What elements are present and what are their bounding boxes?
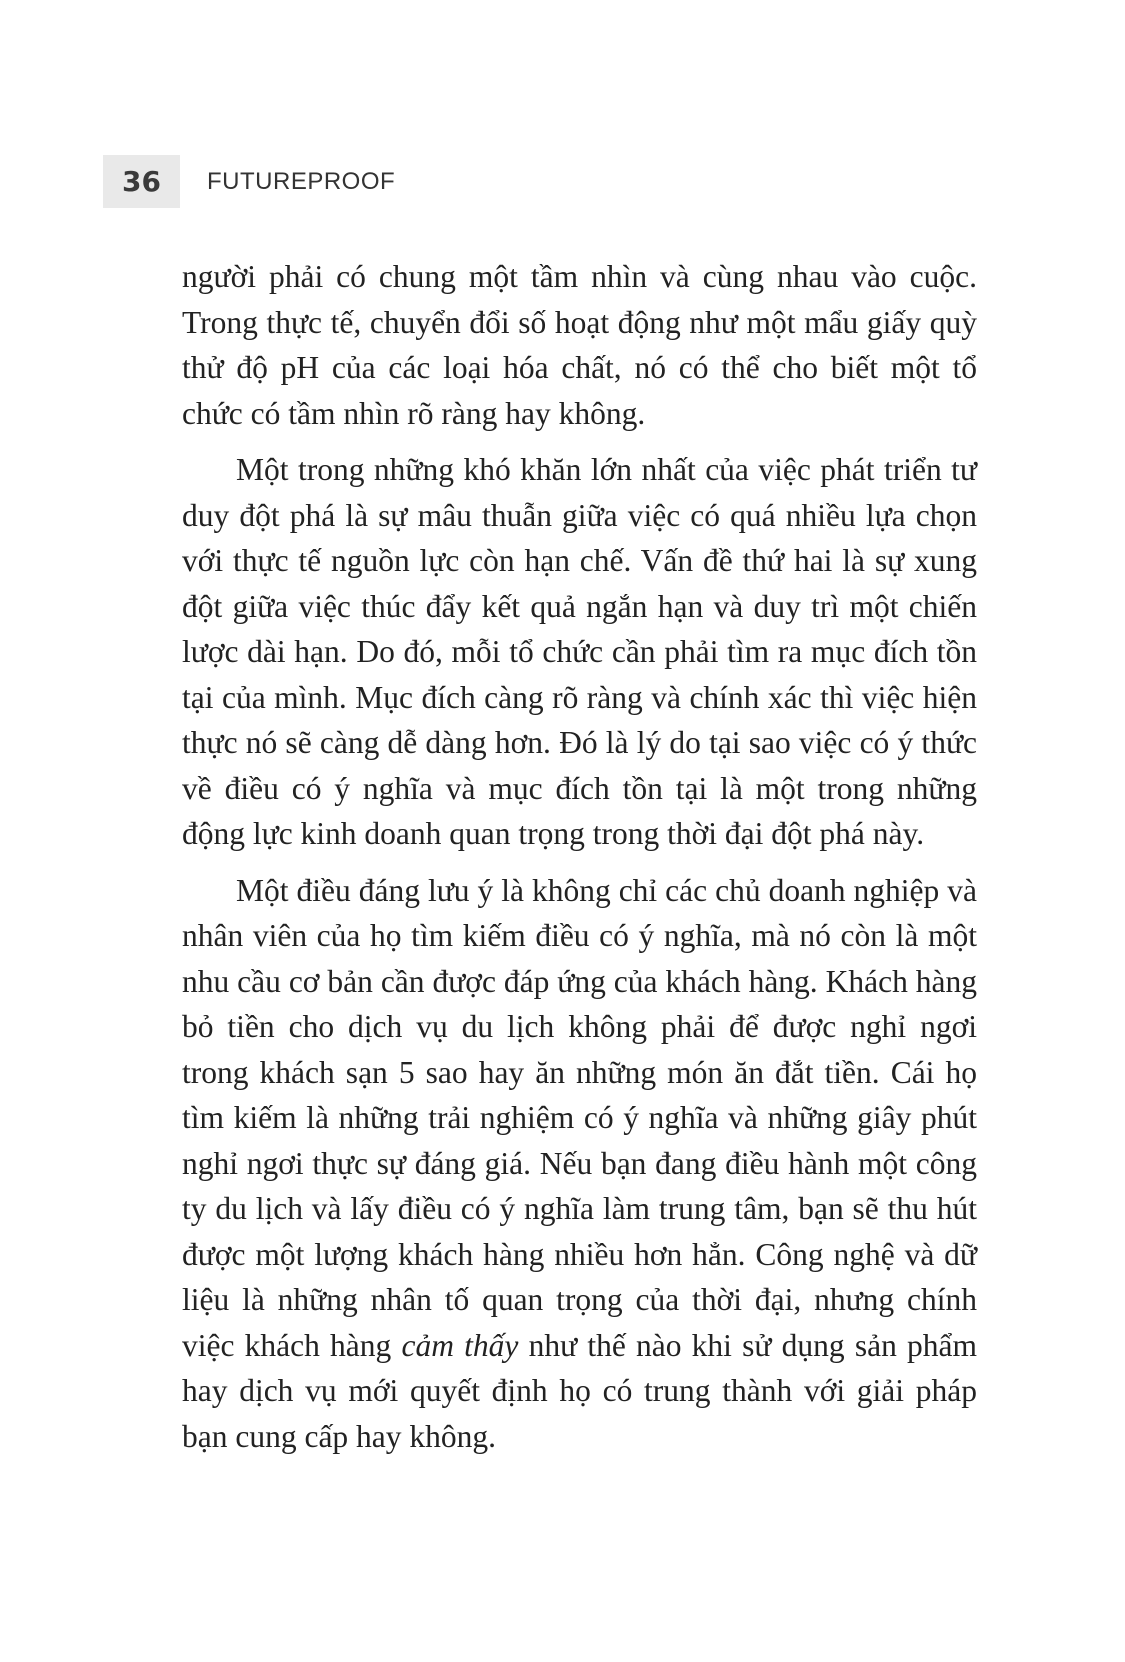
body-text — [182, 254, 977, 1470]
paragraph-1: người phải có chung một tầm nhìn và cùng nhau vào cuộc. Trong thực tế, chuyển đổi số hoạt động như một mẩu giấy quỳ thử độ pH của các loại hóa chất, nó có thể cho biết một tổ chức có tầm nhìn rõ ràng hay không. — [182, 259, 977, 431]
page-number: 36 — [103, 155, 180, 208]
paragraph-2: Một trong những khó khăn lớn nhất của việc phát triển tư duy đột phá là sự mâu thuẫn giữa việc có quá nhiều lựa chọn với thực tế nguồn lực còn hạn chế. Vấn đề thứ hai là sự xung đột giữa việc thúc đẩy kết quả ngắn hạn và duy trì một chiến lược dài hạn. Do đó, mỗi tổ chức cần phải tìm ra mục đích tồn tại của mình. Mục đích càng rõ ràng và chính xác thì việc hiện thực nó sẽ càng dễ dàng hơn. Đó là lý do tại sao việc có ý thức về điều có ý nghĩa và mục đích tồn tại là một trong những động lực kinh doanh quan trọng trong thời đại đột phá này. — [182, 452, 977, 851]
paragraph-3 — [182, 868, 977, 1460]
paragraph-3-emphasis: cảm thấy — [401, 1327, 519, 1363]
running-title: FUTUREPROOF — [207, 167, 396, 195]
paragraph-3-text-start: Một điều đáng lưu ý là không chỉ các chủ doanh nghiệp và nhân viên của họ tìm kiếm điều có ý nghĩa, mà nó còn là một nhu cầu cơ bản cần được đáp ứng của khách hàng. Khách hàng bỏ tiền cho dịch vụ du lịch không phải để được nghỉ ngơi trong khách sạn 5 sao hay ăn những món ăn đắt tiền. Cái họ tìm kiếm là những trải nghiệm có ý nghĩa và những giây phút nghỉ ngơi thực sự đáng giá. Nếu bạn đang điều hành một công ty du lịch và lấy điều có ý nghĩa làm trung tâm, bạn sẽ thu hút được một lượng khách hàng nhiều hơn hẳn. Công nghệ và dữ liệu là những nhân tố quan trọng của thời đại, nhưng chính việc khách hàng — [182, 872, 977, 1363]
page-header — [103, 155, 395, 208]
paragraph-3-text-end: như thế nào khi sử dụng sản phẩm hay dịch vụ mới quyết định họ có trung thành với giải pháp bạn cung cấp hay không. — [182, 1327, 977, 1454]
